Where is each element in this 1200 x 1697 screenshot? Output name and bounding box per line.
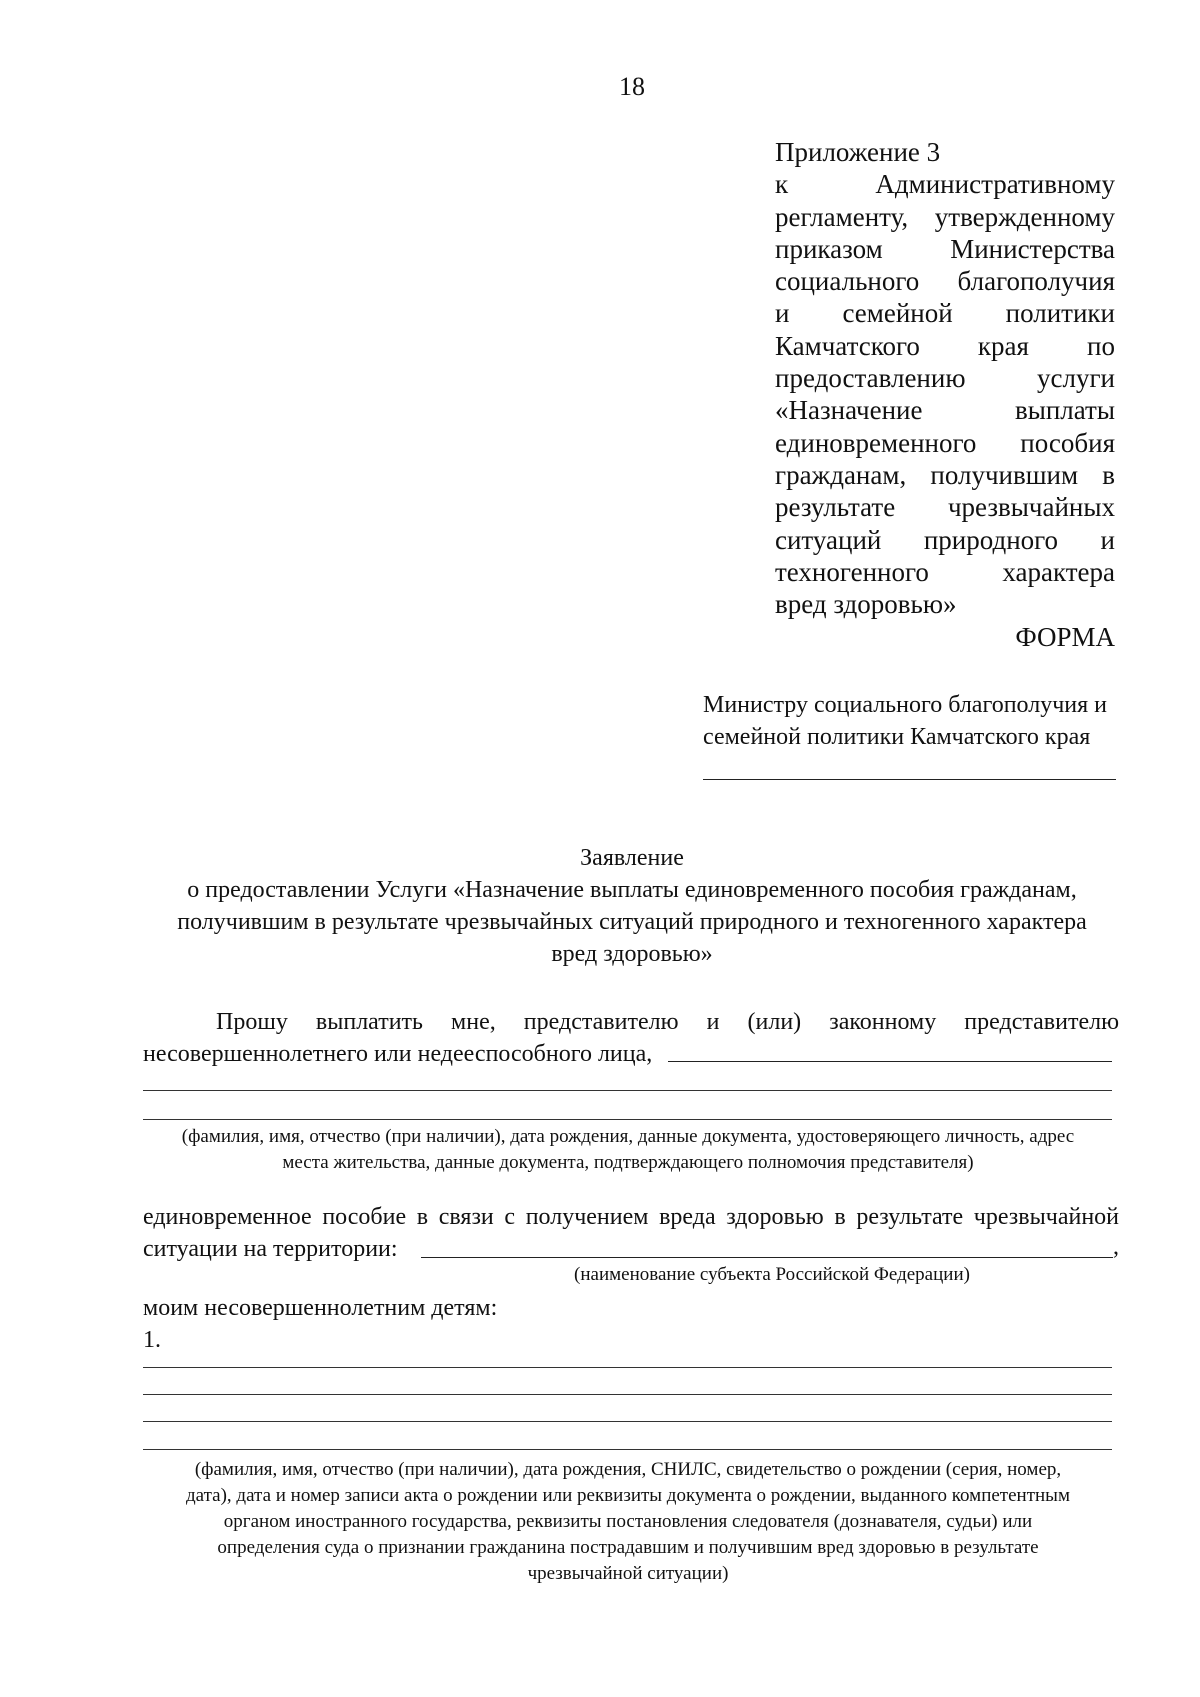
appendix-line: вред здоровью» [775, 589, 957, 620]
appendix-line: единовременного пособия [775, 427, 1115, 458]
children-field-line[interactable] [143, 1394, 1112, 1395]
appendix-line: Камчатского края по [775, 330, 1115, 361]
appendix-header [775, 136, 1115, 620]
children-label: моим несовершеннолетним детям: [143, 1295, 498, 1321]
children-field-line[interactable] [143, 1421, 1112, 1422]
title-line: Заявление [580, 845, 684, 871]
children-field-line[interactable] [143, 1367, 1112, 1368]
benefit-line-2: ситуации на территории: [143, 1236, 398, 1262]
appendix-line: «Назначение выплаты [775, 395, 1115, 426]
addressee-line-2: семейной политики Камчатского края [703, 724, 1091, 750]
caption-line: определения суда о признании гражданина пострадавшим и получившим вред здоровью в результате [217, 1537, 1039, 1558]
appendix-line: социального благополучия [775, 266, 1115, 297]
appendix-line: результате чрезвычайных [775, 492, 1115, 523]
appendix-line: регламенту, утвержденному [775, 201, 1115, 232]
caption-line: органом иностранного государства, реквизиты постановления следователя (дознавателя, судьи) или [223, 1511, 1033, 1532]
caption-line: (фамилия, имя, отчество (при наличии), дата рождения, данные документа, удостоверяющего личность, адрес [181, 1126, 1075, 1147]
children-block [143, 1292, 1119, 1356]
appendix-line: к Административному [775, 169, 1115, 200]
document-title [140, 842, 1124, 970]
children-field-line[interactable] [143, 1449, 1112, 1450]
title-line: вред здоровью» [551, 941, 713, 967]
children-caption [143, 1457, 1113, 1587]
benefit-line-1: единовременное пособие в связи с получением вреда здоровью в результате чрезвычайной [143, 1204, 1119, 1230]
title-line: получившим в результате чрезвычайных ситуаций природного и техногенного характера [177, 909, 1087, 935]
applicant-field-line[interactable] [143, 1090, 1112, 1091]
region-field[interactable] [421, 1257, 1113, 1258]
appendix-line: предоставлению услуги [775, 363, 1115, 394]
applicant-field[interactable] [668, 1061, 1112, 1062]
request-line-2: несовершеннолетнего или недееспособного лица, [143, 1041, 653, 1067]
page-number: 18 [619, 72, 645, 101]
benefit-paragraph [143, 1201, 1119, 1265]
caption-line: чрезвычайной ситуации) [527, 1563, 729, 1584]
caption-line: (фамилия, имя, отчество (при наличии), дата рождения, СНИЛС, свидетельство о рождении (серия, номер, [194, 1459, 1062, 1480]
appendix-line: и семейной политики [775, 298, 1115, 329]
applicant-caption [143, 1124, 1113, 1176]
appendix-line: ситуаций природного и [775, 524, 1115, 555]
request-line-1: Прошу выплатить мне, представителю и (или) законному представителю [216, 1009, 1119, 1035]
children-item-1: 1. [143, 1327, 161, 1353]
appendix-title: Приложение 3 [775, 137, 941, 167]
form-label: ФОРМА [1015, 622, 1115, 652]
caption-line: дата), дата и номер записи акта о рождении или реквизиты документа о рождении, выданного компетентным [186, 1485, 1070, 1506]
appendix-line: приказом Министерства [775, 233, 1115, 264]
addressee-line-1: Министру социального благополучия и [703, 692, 1107, 718]
addressee-name-field[interactable] [703, 779, 1116, 780]
addressee [703, 689, 1123, 753]
appendix-line: гражданам, получившим в [775, 459, 1115, 490]
applicant-field-line[interactable] [143, 1119, 1112, 1120]
caption-line: места жительства, данные документа, подтверждающего полномочия представителя) [282, 1152, 974, 1173]
title-line: о предоставлении Услуги «Назначение выплаты единовременного пособия гражданам, [187, 877, 1077, 903]
region-caption: (наименование субъекта Российской Федерации) [574, 1264, 970, 1285]
comma: , [1113, 1234, 1119, 1260]
appendix-line: техногенного характера [775, 556, 1115, 587]
